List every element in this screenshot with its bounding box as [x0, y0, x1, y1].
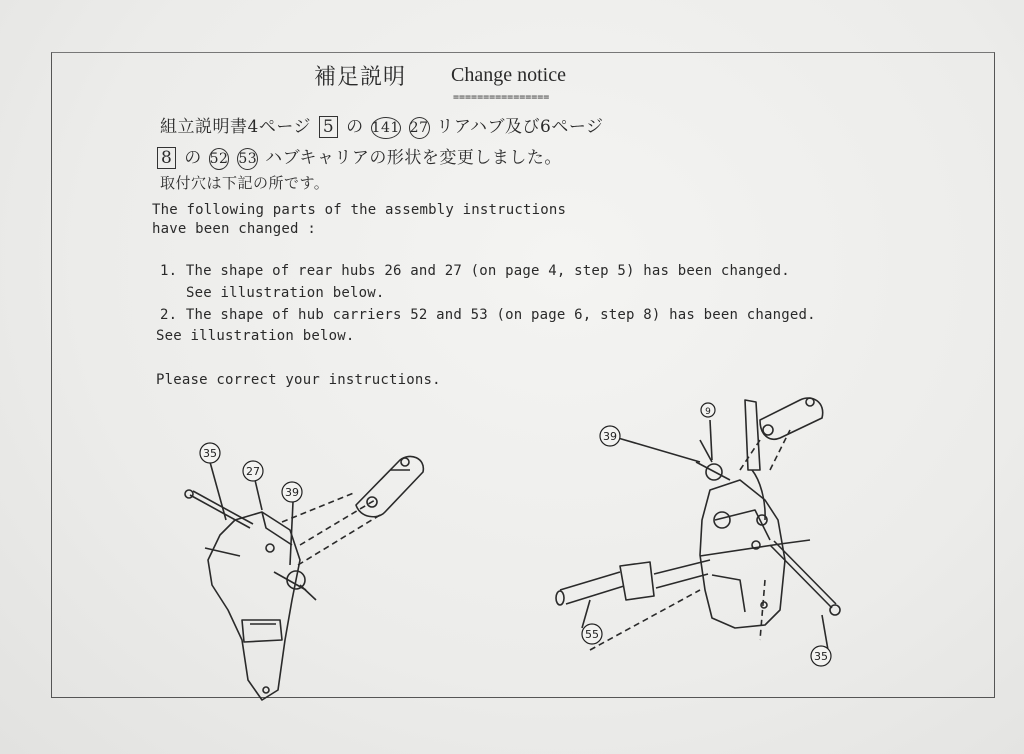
part-circle-52: 52 [209, 148, 230, 170]
callout-left-35: 35 [203, 447, 217, 460]
japanese-line-3: 取付穴は下記の所です。 [160, 174, 330, 192]
japanese-title: 補足説明 [314, 65, 407, 90]
callout-right-39: 39 [603, 430, 617, 443]
hub-carrier-drawing [556, 398, 840, 650]
closing-line: Please correct your instructions. [156, 372, 441, 388]
change-item-2-note: See illustration below. [156, 328, 355, 344]
step-box-5: 5 [319, 116, 338, 138]
change-item-1-note: See illustration below. [186, 285, 385, 301]
part-circle-27: 27 [409, 117, 430, 139]
jp1-text-c: リアハブ及び6ページ [436, 117, 604, 137]
part-circle-53: 53 [237, 148, 258, 170]
callout-left-27: 27 [246, 465, 260, 478]
jp1-text-b: の [346, 117, 364, 137]
step-box-8: 8 [157, 147, 176, 169]
rear-hub-drawing [185, 456, 423, 700]
title-underline: ================ [453, 92, 550, 103]
callout-right-9: 9 [705, 407, 711, 417]
callout-left-39: 39 [285, 486, 299, 499]
callout-right-55: 55 [585, 628, 599, 641]
jp2-text-a: の [184, 148, 202, 168]
intro-line-1: The following parts of the assembly instructions [152, 202, 567, 218]
english-title: Change notice [451, 64, 566, 86]
jp1-text-a: 組立説明書4ページ [160, 117, 311, 137]
jp2-text-b: ハブキャリアの形状を変更しました。 [265, 148, 562, 168]
change-item-1: 1. The shape of rear hubs 26 and 27 (on page 4, step 5) has been changed. [160, 263, 790, 279]
intro-line-2: have been changed : [152, 221, 316, 237]
callout-right-35: 35 [814, 650, 828, 663]
part-circle-141: 141 [371, 117, 401, 139]
change-item-2: 2. The shape of hub carriers 52 and 53 (on page 6, step 8) has been changed. [160, 307, 816, 323]
